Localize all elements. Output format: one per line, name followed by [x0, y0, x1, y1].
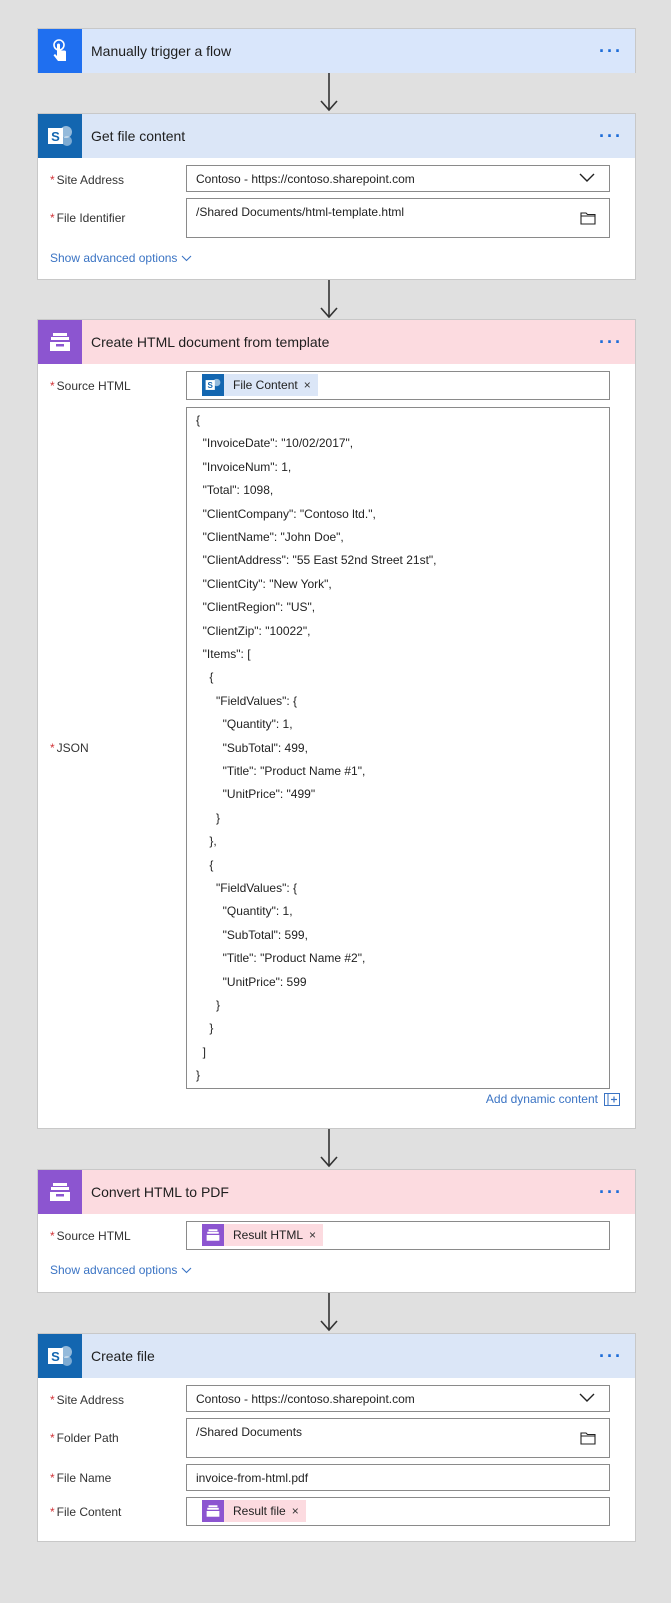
create-file-title: Create file: [91, 1348, 155, 1364]
folder-path-label: * Folder Path: [50, 1431, 119, 1445]
convert-pdf-card[interactable]: [37, 1169, 636, 1293]
file-identifier-label: * File Identifier: [50, 211, 126, 225]
get-file-content-header[interactable]: [38, 114, 635, 158]
show-advanced-options-link[interactable]: Show advanced options: [50, 251, 192, 265]
source-html-label: * Source HTML: [50, 1229, 131, 1243]
more-options-button[interactable]: ···: [599, 1182, 623, 1202]
convert-pdf-header[interactable]: [38, 1170, 635, 1214]
file-name-value: invoice-from-html.pdf: [196, 1471, 309, 1485]
folder-path-input[interactable]: [186, 1418, 610, 1458]
json-textarea[interactable]: [186, 407, 610, 1089]
json-line: {: [196, 857, 214, 872]
more-options-button[interactable]: ···: [599, 332, 623, 352]
json-line: "Total": 1098,: [196, 483, 274, 498]
create-html-card[interactable]: [37, 319, 636, 1129]
json-line: "Quantity": 1,: [196, 904, 293, 919]
file-name-label: * File Name: [50, 1471, 112, 1485]
file-content-input[interactable]: [186, 1497, 610, 1526]
trigger-header[interactable]: [38, 29, 635, 73]
plumsail-documents-icon: [202, 1224, 224, 1246]
file-identifier-value: /Shared Documents/html-template.html: [196, 205, 405, 219]
get-file-content-card[interactable]: [37, 113, 636, 280]
sharepoint-icon: [38, 1334, 82, 1378]
json-label: * JSON: [50, 741, 89, 755]
json-line: }: [196, 1068, 201, 1083]
json-line: "ClientZip": "10022",: [196, 623, 311, 638]
json-line: "Items": [: [196, 647, 251, 661]
file-content-label: * File Content: [50, 1505, 122, 1519]
token-label: Result file: [233, 1504, 286, 1518]
token-label: File Content: [233, 378, 298, 392]
svg-text:S: S: [51, 1349, 60, 1364]
site-address-dropdown[interactable]: [186, 165, 610, 192]
json-line: "Title": "Product Name #2",: [196, 951, 366, 966]
remove-token-button[interactable]: ×: [291, 1504, 299, 1518]
folder-path-value: /Shared Documents: [196, 1425, 303, 1439]
file-name-input[interactable]: [186, 1464, 610, 1491]
connector-arrow-icon: [319, 1293, 339, 1333]
json-line: }: [196, 810, 221, 825]
json-line: "InvoiceNum": 1,: [196, 459, 292, 474]
trigger-card[interactable]: [37, 28, 636, 73]
source-html-input[interactable]: [186, 1221, 610, 1250]
create-html-header[interactable]: [38, 320, 635, 364]
required-star: *: [50, 173, 55, 187]
show-advanced-options-link[interactable]: Show advanced options: [50, 1263, 192, 1277]
chevron-down-icon: [181, 255, 192, 262]
convert-pdf-title: Convert HTML to PDF: [91, 1184, 229, 1200]
file-content-token[interactable]: [202, 374, 318, 396]
json-line: "UnitPrice": 599: [196, 974, 307, 989]
json-line: "InvoiceDate": "10/02/2017",: [196, 436, 354, 451]
json-line: "Quantity": 1,: [196, 717, 293, 732]
plumsail-documents-icon: [38, 320, 82, 364]
more-options-button[interactable]: ···: [599, 126, 623, 146]
plumsail-documents-icon: [38, 1170, 82, 1214]
site-address-value: Contoso - https://contoso.sharepoint.com: [196, 172, 415, 186]
result-html-token[interactable]: [202, 1224, 323, 1246]
json-line: },: [196, 834, 217, 849]
json-line: "FieldValues": {: [196, 881, 298, 895]
chevron-down-icon: [579, 173, 595, 183]
json-line: ]: [196, 1044, 207, 1059]
create-html-title: Create HTML document from template: [91, 334, 330, 350]
json-line: "ClientName": "John Doe",: [196, 530, 344, 544]
add-dynamic-content-link[interactable]: Add dynamic content: [486, 1092, 620, 1106]
create-file-card[interactable]: [37, 1333, 636, 1542]
site-address-label: * Site Address: [50, 1393, 125, 1407]
connector-arrow-icon: [319, 1129, 339, 1169]
json-line: "ClientRegion": "US",: [196, 600, 316, 615]
connector-arrow-icon: [319, 280, 339, 320]
result-file-token[interactable]: [202, 1500, 306, 1522]
site-address-label: * Site Address: [50, 173, 125, 187]
json-line: "Title": "Product Name #1",: [196, 764, 366, 778]
more-options-button[interactable]: ···: [599, 41, 623, 61]
svg-text:S: S: [51, 129, 60, 144]
site-address-dropdown[interactable]: [186, 1385, 610, 1412]
plumsail-documents-icon: [202, 1500, 224, 1522]
trigger-title: Manually trigger a flow: [91, 43, 232, 59]
json-line: {: [196, 413, 201, 427]
json-line: }: [196, 998, 221, 1012]
file-identifier-input[interactable]: [186, 198, 610, 238]
json-line: "ClientAddress": "55 East 52nd Street 21st",: [196, 553, 437, 568]
sharepoint-icon: [38, 114, 82, 158]
create-file-header[interactable]: [38, 1334, 635, 1378]
chevron-down-icon: [579, 1393, 595, 1403]
site-address-value: Contoso - https://contoso.sharepoint.com: [196, 1392, 415, 1406]
json-line: "ClientCity": "New York",: [196, 576, 332, 591]
more-options-button[interactable]: ···: [599, 1346, 623, 1366]
json-line: "FieldValues": {: [196, 693, 298, 708]
touch-trigger-icon: [38, 29, 82, 73]
token-label: Result HTML: [233, 1228, 304, 1242]
svg-text:S: S: [207, 381, 213, 391]
remove-token-button[interactable]: ×: [309, 1228, 317, 1242]
remove-token-button[interactable]: ×: [303, 378, 311, 392]
folder-icon[interactable]: [580, 1431, 596, 1445]
get-file-content-title: Get file content: [91, 128, 186, 144]
folder-icon[interactable]: [580, 211, 596, 225]
source-html-label: * Source HTML: [50, 379, 131, 393]
sharepoint-icon: [202, 374, 224, 396]
add-dynamic-content-icon: [604, 1093, 620, 1106]
json-line: "SubTotal": 599,: [196, 927, 308, 942]
json-line: "SubTotal": 499,: [196, 740, 308, 755]
json-line: }: [196, 1021, 214, 1036]
json-line: {: [196, 670, 214, 685]
connector-arrow-icon: [319, 73, 339, 113]
chevron-down-icon: [181, 1267, 192, 1274]
json-line: "ClientCompany": "Contoso ltd.",: [196, 506, 376, 521]
source-html-input[interactable]: [186, 371, 610, 400]
json-line: "UnitPrice": "499": [196, 787, 316, 802]
